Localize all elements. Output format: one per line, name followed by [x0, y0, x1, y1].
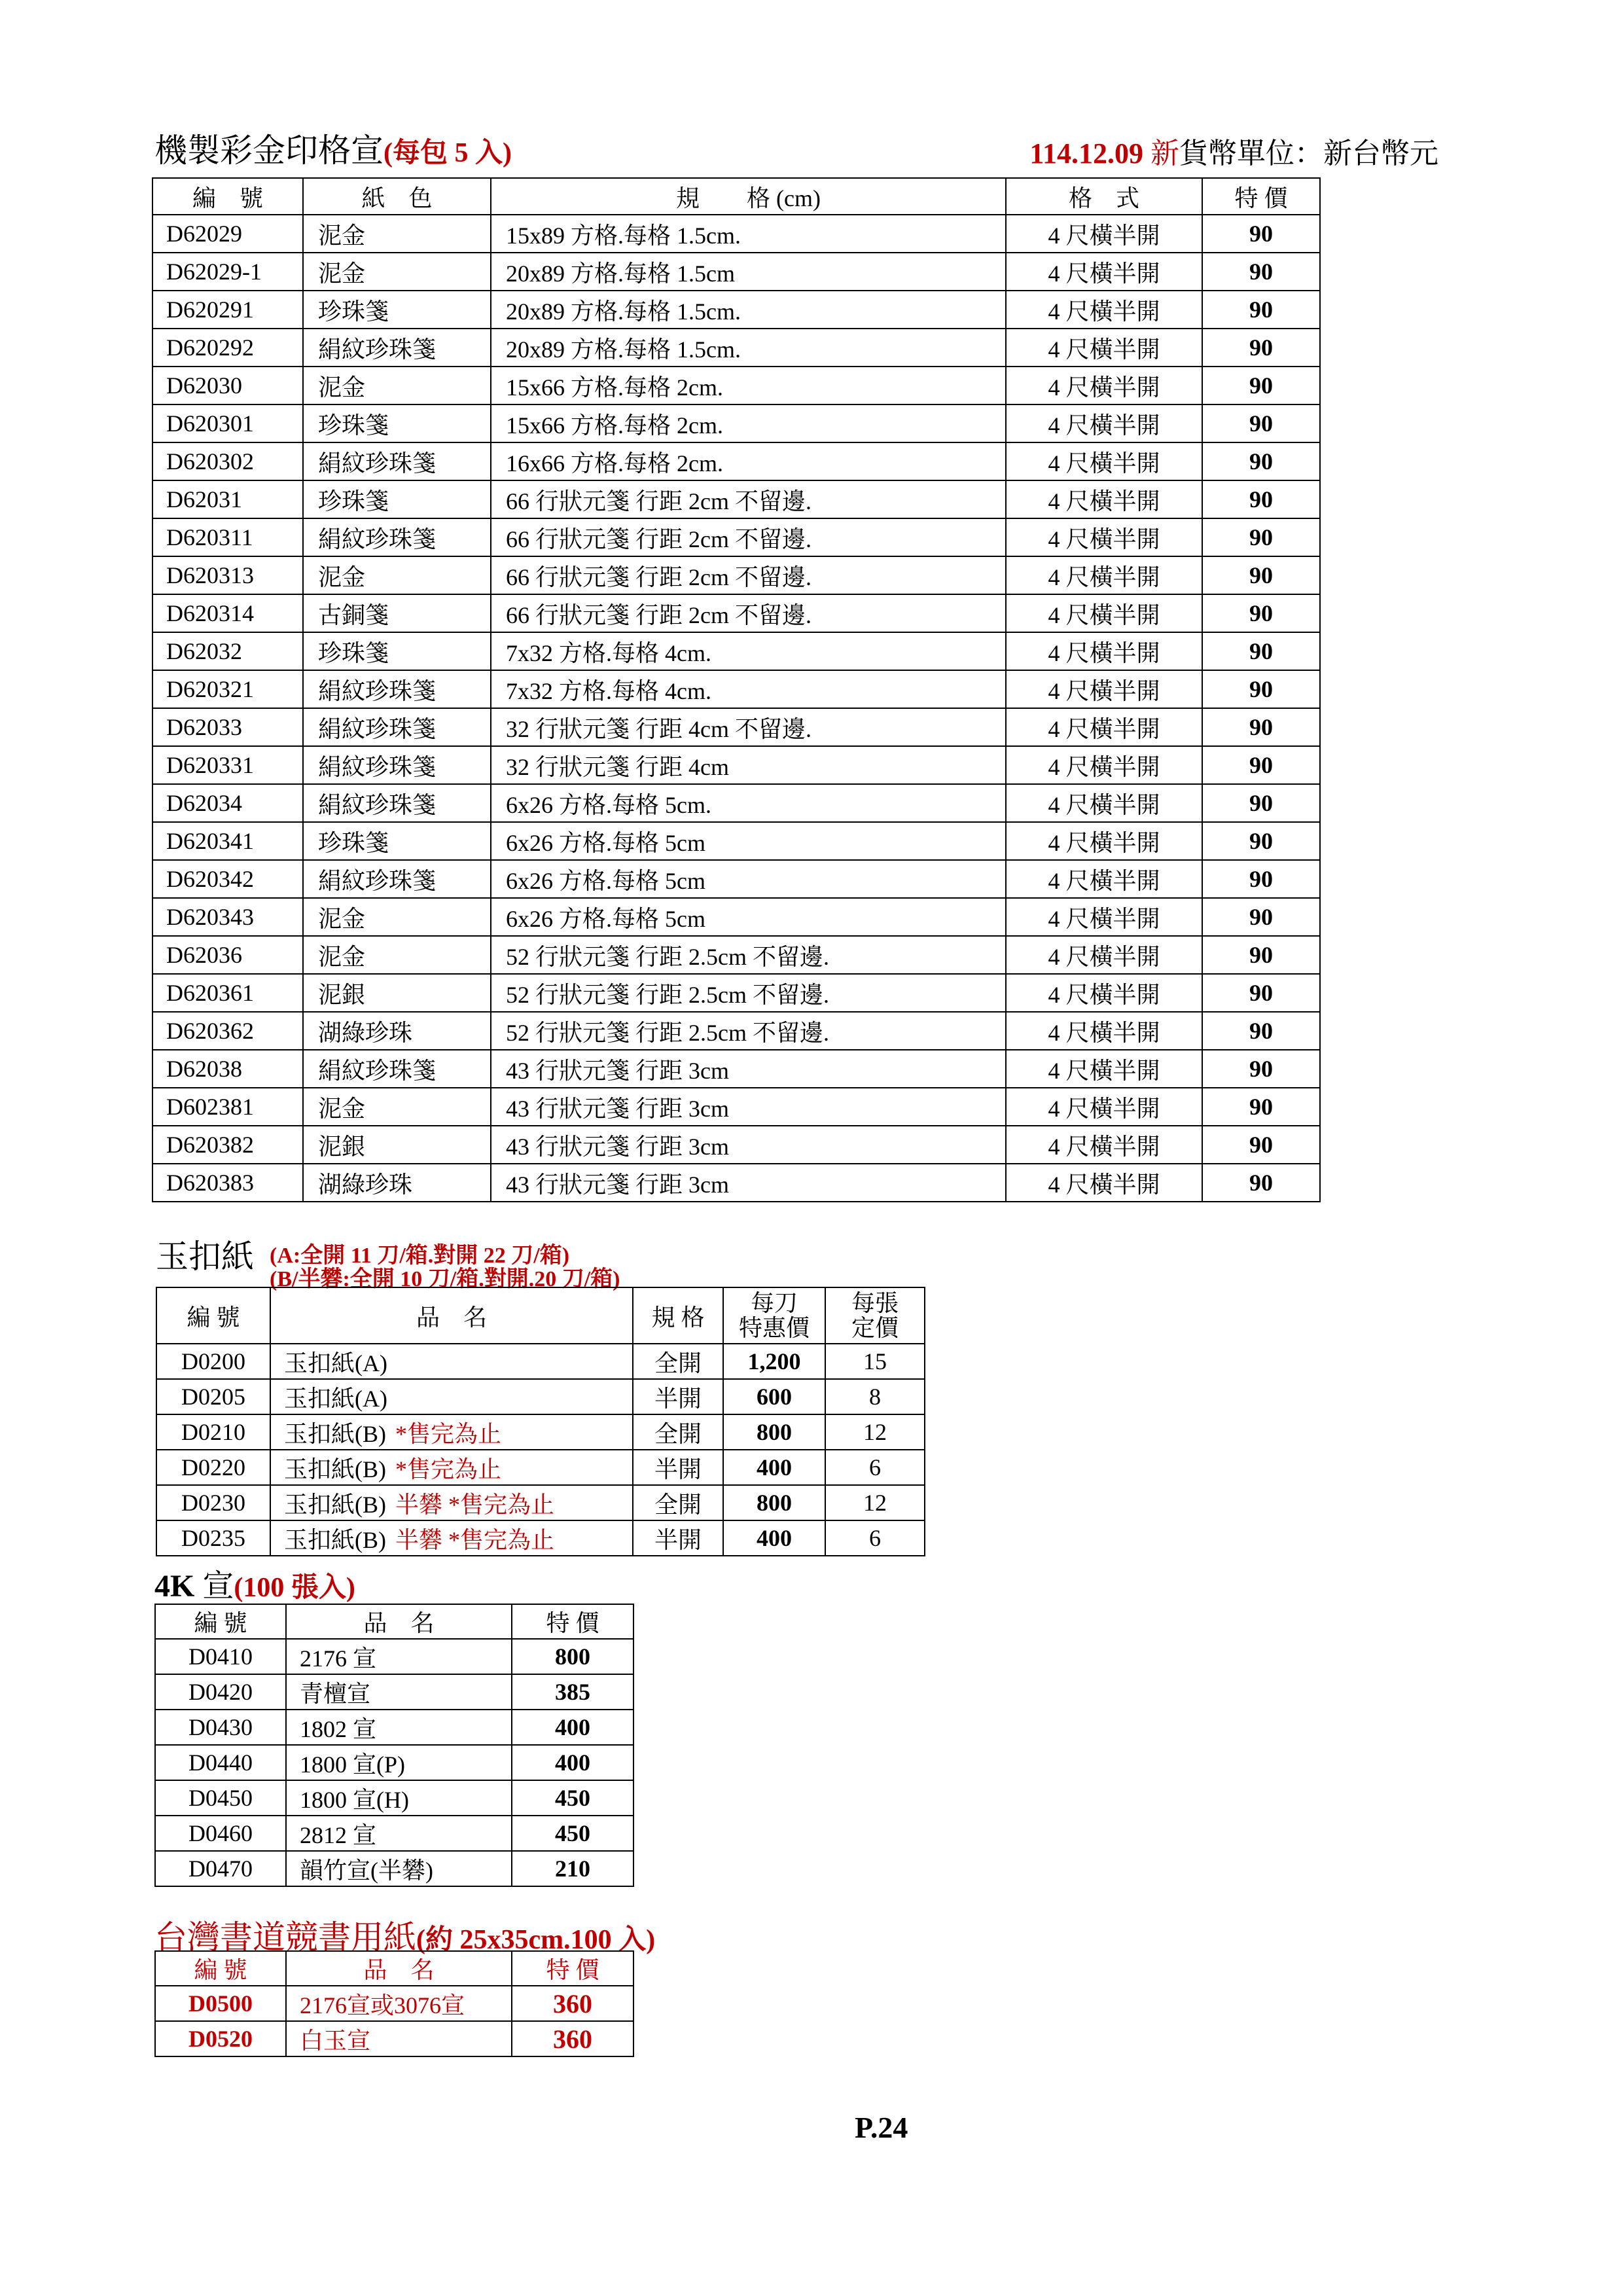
sold-out-note: *售完為止: [395, 1420, 502, 1447]
price-cell: 90: [1202, 898, 1320, 936]
col-code-header: 編 號: [155, 1951, 286, 1986]
spec-cell: 6x26 方格.每格 5cm.: [491, 784, 1006, 822]
currency-label: 貨幣單位：新台幣元: [1179, 137, 1438, 170]
section4-title-text: 台灣書道競書用紙: [154, 1919, 416, 1956]
product-name: 玉扣紙(B): [284, 1491, 386, 1518]
format-cell: 4 尺橫半開: [1006, 708, 1202, 746]
spec-cell: 43 行狀元箋 行距 3cm: [491, 1164, 1006, 1202]
bundle-price-header-line: 每刀: [750, 1290, 798, 1316]
table-row: [156, 1485, 925, 1520]
price-cell: 90: [1202, 1088, 1320, 1126]
table-row: [152, 974, 1320, 1012]
name-cell: 2176 宣: [286, 1639, 512, 1674]
price-cell: 90: [1202, 329, 1320, 367]
price-cell: 90: [1202, 936, 1320, 974]
spec-cell: 15x66 方格.每格 2cm.: [491, 367, 1006, 404]
section2-note-b: (B/半礬:全開 10 刀/箱.對開.20 刀/箱): [270, 1267, 620, 1291]
code-cell: D0440: [155, 1745, 286, 1780]
color-cell: 絹紋珍珠箋: [303, 329, 491, 367]
color-cell: 泥金: [303, 253, 491, 291]
format-cell: 4 尺橫半開: [1006, 215, 1202, 253]
name-cell: [270, 1414, 633, 1450]
price-cell: 90: [1202, 442, 1320, 480]
format-cell: 4 尺橫半開: [1006, 1050, 1202, 1088]
table-row: [152, 291, 1320, 329]
code-cell: D0235: [156, 1520, 270, 1556]
col-code-header: 編 號: [155, 1604, 286, 1639]
format-cell: 4 尺橫半開: [1006, 442, 1202, 480]
color-cell: 絹紋珍珠箋: [303, 442, 491, 480]
name-cell: [270, 1520, 633, 1556]
spec-cell: 66 行狀元箋 行距 2cm 不留邊.: [491, 480, 1006, 518]
format-cell: 4 尺橫半開: [1006, 518, 1202, 556]
code-cell: D620362: [152, 1012, 303, 1050]
format-cell: 4 尺橫半開: [1006, 632, 1202, 670]
code-cell: D620301: [152, 404, 303, 442]
code-cell: D620383: [152, 1164, 303, 1202]
spec-cell: 66 行狀元箋 行距 2cm 不留邊.: [491, 594, 1006, 632]
code-cell: D0470: [155, 1851, 286, 1886]
format-cell: 4 尺橫半開: [1006, 746, 1202, 784]
color-cell: 珍珠箋: [303, 404, 491, 442]
col-spec-header: 規 格 (cm): [491, 178, 1006, 215]
product-name: 玉扣紙(B): [284, 1456, 386, 1482]
code-cell: D62031: [152, 480, 303, 518]
table-row: [155, 1710, 633, 1745]
price-cell: 90: [1202, 253, 1320, 291]
price-cell: 90: [1202, 708, 1320, 746]
table-row: [156, 1414, 925, 1450]
col-name-header: 品 名: [270, 1287, 633, 1344]
format-cell: 4 尺橫半開: [1006, 784, 1202, 822]
table-row: [152, 822, 1320, 860]
section3-qty: (100 張入): [234, 1573, 355, 1603]
spec-cell: 6x26 方格.每格 5cm: [491, 860, 1006, 898]
bundle-price-header-line: 特惠價: [738, 1315, 810, 1341]
col-spec-header: 規 格: [633, 1287, 723, 1344]
table-row: [152, 1126, 1320, 1164]
spec-cell: 32 行狀元箋 行距 4cm 不留邊.: [491, 708, 1006, 746]
format-cell: 4 尺橫半開: [1006, 670, 1202, 708]
price-cell: 90: [1202, 1012, 1320, 1050]
unit-price-cell: 12: [825, 1485, 925, 1520]
format-cell: 4 尺橫半開: [1006, 367, 1202, 404]
code-cell: D620382: [152, 1126, 303, 1164]
code-cell: D620302: [152, 442, 303, 480]
code-cell: D0410: [155, 1639, 286, 1674]
code-cell: D620292: [152, 329, 303, 367]
price-cell: 90: [1202, 822, 1320, 860]
spec-cell: 半開: [633, 1379, 723, 1414]
currency-header: [1029, 130, 1438, 171]
code-cell: D620341: [152, 822, 303, 860]
spec-cell: 43 行狀元箋 行距 3cm: [491, 1126, 1006, 1164]
table-row: [152, 1164, 1320, 1202]
bundle-price-cell: 800: [723, 1485, 825, 1520]
format-cell: 4 尺橫半開: [1006, 480, 1202, 518]
update-date: 114.12.09: [1029, 137, 1143, 170]
table-row: [155, 1639, 633, 1674]
format-cell: 4 尺橫半開: [1006, 898, 1202, 936]
code-cell: D620314: [152, 594, 303, 632]
page-number: P.24: [855, 2111, 908, 2144]
color-cell: 泥金: [303, 215, 491, 253]
spec-cell: 43 行狀元箋 行距 3cm: [491, 1088, 1006, 1126]
col-bundle-price-header: [723, 1287, 825, 1344]
color-cell: 泥銀: [303, 1126, 491, 1164]
code-cell: D62029: [152, 215, 303, 253]
spec-cell: 52 行狀元箋 行距 2.5cm 不留邊.: [491, 974, 1006, 1012]
table-row: [152, 670, 1320, 708]
table-row: [152, 480, 1320, 518]
col-unit-price-header: [825, 1287, 925, 1344]
price-cell: 90: [1202, 291, 1320, 329]
code-cell: D0450: [155, 1780, 286, 1816]
format-cell: 4 尺橫半開: [1006, 822, 1202, 860]
code-cell: D620361: [152, 974, 303, 1012]
price-cell: 450: [512, 1816, 633, 1851]
color-cell: 絹紋珍珠箋: [303, 708, 491, 746]
col-price-header: 特 價: [1202, 178, 1320, 215]
name-cell: 白玉宣: [286, 2021, 512, 2056]
table-row: [152, 708, 1320, 746]
table-row: [152, 746, 1320, 784]
color-cell: 泥銀: [303, 974, 491, 1012]
price-cell: 90: [1202, 860, 1320, 898]
name-cell: [270, 1379, 633, 1414]
price-cell: 90: [1202, 480, 1320, 518]
code-cell: D62036: [152, 936, 303, 974]
color-cell: 絹紋珍珠箋: [303, 784, 491, 822]
code-cell: D620313: [152, 556, 303, 594]
table-row: [152, 404, 1320, 442]
table-row: [152, 329, 1320, 367]
spec-cell: 全開: [633, 1485, 723, 1520]
sold-out-note: 半礬 *售完為止: [395, 1491, 555, 1518]
format-cell: 4 尺橫半開: [1006, 594, 1202, 632]
table-header-row: [155, 1951, 633, 1986]
code-cell: D620343: [152, 898, 303, 936]
product-name: 玉扣紙(A): [284, 1385, 387, 1412]
spec-cell: 15x89 方格.每格 1.5cm.: [491, 215, 1006, 253]
spec-cell: 66 行狀元箋 行距 2cm 不留邊.: [491, 518, 1006, 556]
color-cell: 絹紋珍珠箋: [303, 518, 491, 556]
col-price-header: 特 價: [512, 1951, 633, 1986]
unit-price-cell: 6: [825, 1520, 925, 1556]
price-cell: 800: [512, 1639, 633, 1674]
table-header-row: [152, 178, 1320, 215]
code-cell: D620311: [152, 518, 303, 556]
col-price-header: 特 價: [512, 1604, 633, 1639]
format-cell: 4 尺橫半開: [1006, 1164, 1202, 1202]
color-cell: 湖綠珍珠: [303, 1012, 491, 1050]
table-row: [155, 1674, 633, 1710]
color-cell: 泥金: [303, 936, 491, 974]
format-cell: 4 尺橫半開: [1006, 329, 1202, 367]
code-cell: D62032: [152, 632, 303, 670]
code-cell: D62029-1: [152, 253, 303, 291]
price-cell: 90: [1202, 215, 1320, 253]
spec-cell: 全開: [633, 1344, 723, 1379]
name-cell: 2812 宣: [286, 1816, 512, 1851]
name-cell: [270, 1450, 633, 1485]
format-cell: 4 尺橫半開: [1006, 556, 1202, 594]
price-cell: 90: [1202, 632, 1320, 670]
spec-cell: 半開: [633, 1450, 723, 1485]
format-cell: 4 尺橫半開: [1006, 974, 1202, 1012]
section3-title-text: 宣: [202, 1569, 234, 1604]
col-code-header: 編 號: [156, 1287, 270, 1344]
code-cell: D0500: [155, 1986, 286, 2021]
price-cell: 90: [1202, 746, 1320, 784]
code-cell: D62033: [152, 708, 303, 746]
unit-price-cell: 8: [825, 1379, 925, 1414]
table-row: [152, 1088, 1320, 1126]
gold-paper-table: [152, 177, 1321, 1202]
spec-cell: 52 行狀元箋 行距 2.5cm 不留邊.: [491, 1012, 1006, 1050]
code-cell: D620321: [152, 670, 303, 708]
new-label: 新: [1150, 137, 1179, 170]
code-cell: D0205: [156, 1379, 270, 1414]
color-cell: 泥金: [303, 367, 491, 404]
code-cell: D0210: [156, 1414, 270, 1450]
format-cell: 4 尺橫半開: [1006, 1012, 1202, 1050]
code-cell: D0460: [155, 1816, 286, 1851]
price-cell: 90: [1202, 404, 1320, 442]
table-row: [152, 442, 1320, 480]
color-cell: 絹紋珍珠箋: [303, 860, 491, 898]
product-name: 玉扣紙(B): [284, 1526, 386, 1553]
price-cell: 400: [512, 1710, 633, 1745]
price-cell: 90: [1202, 784, 1320, 822]
table-row: [156, 1450, 925, 1485]
name-cell: 1800 宣(P): [286, 1745, 512, 1780]
unit-price-cell: 6: [825, 1450, 925, 1485]
sold-out-note: 半礬 *售完為止: [395, 1526, 555, 1553]
code-cell: D0200: [156, 1344, 270, 1379]
section3-title-bold: 4K: [154, 1569, 195, 1604]
price-cell: 210: [512, 1851, 633, 1886]
table-header-row: [155, 1604, 633, 1639]
spec-cell: 20x89 方格.每格 1.5cm: [491, 253, 1006, 291]
code-cell: D602381: [152, 1088, 303, 1126]
col-name-header: 品 名: [286, 1951, 512, 1986]
section1-title: [154, 124, 512, 171]
color-cell: 泥金: [303, 556, 491, 594]
table-row: [156, 1520, 925, 1556]
bundle-price-cell: 400: [723, 1450, 825, 1485]
color-cell: 古銅箋: [303, 594, 491, 632]
color-cell: 珍珠箋: [303, 822, 491, 860]
table-row: [152, 367, 1320, 404]
section2-note-a: (A:全開 11 刀/箱.對開 22 刀/箱): [270, 1244, 570, 1268]
4k-xuan-table: [154, 1604, 634, 1887]
code-cell: D620342: [152, 860, 303, 898]
unit-price-cell: 15: [825, 1344, 925, 1379]
table-row: [155, 1780, 633, 1816]
product-name: 玉扣紙(B): [284, 1420, 386, 1447]
price-cell: 90: [1202, 1164, 1320, 1202]
code-cell: D62030: [152, 367, 303, 404]
spec-cell: 32 行狀元箋 行距 4cm: [491, 746, 1006, 784]
section3-title: [154, 1560, 355, 1605]
code-cell: D620331: [152, 746, 303, 784]
col-format-header: 格 式: [1006, 178, 1202, 215]
spec-cell: 全開: [633, 1414, 723, 1450]
price-cell: 90: [1202, 974, 1320, 1012]
table-row: [152, 936, 1320, 974]
code-cell: D620291: [152, 291, 303, 329]
col-name-header: 品 名: [286, 1604, 512, 1639]
spec-cell: 16x66 方格.每格 2cm.: [491, 442, 1006, 480]
bundle-price-cell: 600: [723, 1379, 825, 1414]
unit-price-cell: 12: [825, 1414, 925, 1450]
format-cell: 4 尺橫半開: [1006, 253, 1202, 291]
spec-cell: 20x89 方格.每格 1.5cm.: [491, 329, 1006, 367]
yukou-paper-table: [156, 1287, 925, 1556]
name-cell: 青檀宣: [286, 1674, 512, 1710]
color-cell: 泥金: [303, 1088, 491, 1126]
format-cell: 4 尺橫半開: [1006, 404, 1202, 442]
spec-cell: 7x32 方格.每格 4cm.: [491, 670, 1006, 708]
code-cell: D0230: [156, 1485, 270, 1520]
table-row: [152, 253, 1320, 291]
table-row: [156, 1344, 925, 1379]
price-cell: 90: [1202, 594, 1320, 632]
price-cell: 90: [1202, 670, 1320, 708]
color-cell: 珍珠箋: [303, 291, 491, 329]
name-cell: [270, 1485, 633, 1520]
format-cell: 4 尺橫半開: [1006, 291, 1202, 329]
table-header-row: [156, 1287, 925, 1344]
table-row: [152, 784, 1320, 822]
table-row: [152, 632, 1320, 670]
code-cell: D62034: [152, 784, 303, 822]
price-cell: 90: [1202, 1126, 1320, 1164]
table-row: [152, 1050, 1320, 1088]
format-cell: 4 尺橫半開: [1006, 936, 1202, 974]
table-row: [155, 1851, 633, 1886]
color-cell: 泥金: [303, 898, 491, 936]
code-cell: D0520: [155, 2021, 286, 2056]
name-cell: [270, 1344, 633, 1379]
spec-cell: 43 行狀元箋 行距 3cm: [491, 1050, 1006, 1088]
table-row: [155, 1986, 633, 2021]
section1-title-text: 機製彩金印格宣: [154, 132, 383, 169]
col-code-header: 編 號: [152, 178, 303, 215]
bundle-price-cell: 800: [723, 1414, 825, 1450]
table-row: [152, 556, 1320, 594]
spec-cell: 66 行狀元箋 行距 2cm 不留邊.: [491, 556, 1006, 594]
name-cell: 1802 宣: [286, 1710, 512, 1745]
table-row: [152, 594, 1320, 632]
product-name: 玉扣紙(A): [284, 1350, 387, 1376]
section4-size: (約 25x35cm.100 入): [416, 1925, 656, 1955]
table-row: [152, 898, 1320, 936]
spec-cell: 20x89 方格.每格 1.5cm.: [491, 291, 1006, 329]
price-cell: 360: [512, 2021, 633, 2056]
spec-cell: 6x26 方格.每格 5cm: [491, 822, 1006, 860]
price-cell: 90: [1202, 1050, 1320, 1088]
table-row: [152, 215, 1320, 253]
bundle-price-cell: 1,200: [723, 1344, 825, 1379]
spec-cell: 52 行狀元箋 行距 2.5cm 不留邊.: [491, 936, 1006, 974]
code-cell: D0430: [155, 1710, 286, 1745]
color-cell: 絹紋珍珠箋: [303, 670, 491, 708]
name-cell: 1800 宣(H): [286, 1780, 512, 1816]
table-row: [155, 1816, 633, 1851]
price-cell: 385: [512, 1674, 633, 1710]
spec-cell: 7x32 方格.每格 4cm.: [491, 632, 1006, 670]
calligraphy-competition-table: [154, 1950, 634, 2057]
spec-cell: 6x26 方格.每格 5cm: [491, 898, 1006, 936]
code-cell: D0420: [155, 1674, 286, 1710]
table-row: [152, 518, 1320, 556]
code-cell: D62038: [152, 1050, 303, 1088]
table-row: [155, 2021, 633, 2056]
name-cell: 2176宣或3076宣: [286, 1986, 512, 2021]
color-cell: 絹紋珍珠箋: [303, 1050, 491, 1088]
table-row: [155, 1745, 633, 1780]
price-cell: 90: [1202, 367, 1320, 404]
format-cell: 4 尺橫半開: [1006, 1126, 1202, 1164]
unit-price-header-line: 每張: [851, 1290, 899, 1316]
section2-title: 玉扣紙: [156, 1238, 254, 1275]
bundle-price-cell: 400: [723, 1520, 825, 1556]
section1-subtitle: (每包 5 入): [383, 138, 512, 168]
table-row: [152, 1012, 1320, 1050]
format-cell: 4 尺橫半開: [1006, 1088, 1202, 1126]
unit-price-header-line: 定價: [851, 1315, 899, 1341]
price-cell: 90: [1202, 556, 1320, 594]
name-cell: 韻竹宣(半礬): [286, 1851, 512, 1886]
col-color-header: 紙 色: [303, 178, 491, 215]
price-cell: 450: [512, 1780, 633, 1816]
price-cell: 90: [1202, 518, 1320, 556]
spec-cell: 15x66 方格.每格 2cm.: [491, 404, 1006, 442]
color-cell: 絹紋珍珠箋: [303, 746, 491, 784]
format-cell: 4 尺橫半開: [1006, 860, 1202, 898]
code-cell: D0220: [156, 1450, 270, 1485]
spec-cell: 半開: [633, 1520, 723, 1556]
table-row: [156, 1379, 925, 1414]
color-cell: 珍珠箋: [303, 480, 491, 518]
color-cell: 湖綠珍珠: [303, 1164, 491, 1202]
color-cell: 珍珠箋: [303, 632, 491, 670]
price-cell: 400: [512, 1745, 633, 1780]
table-row: [152, 860, 1320, 898]
price-cell: 360: [512, 1986, 633, 2021]
sold-out-note: *售完為止: [395, 1456, 502, 1482]
